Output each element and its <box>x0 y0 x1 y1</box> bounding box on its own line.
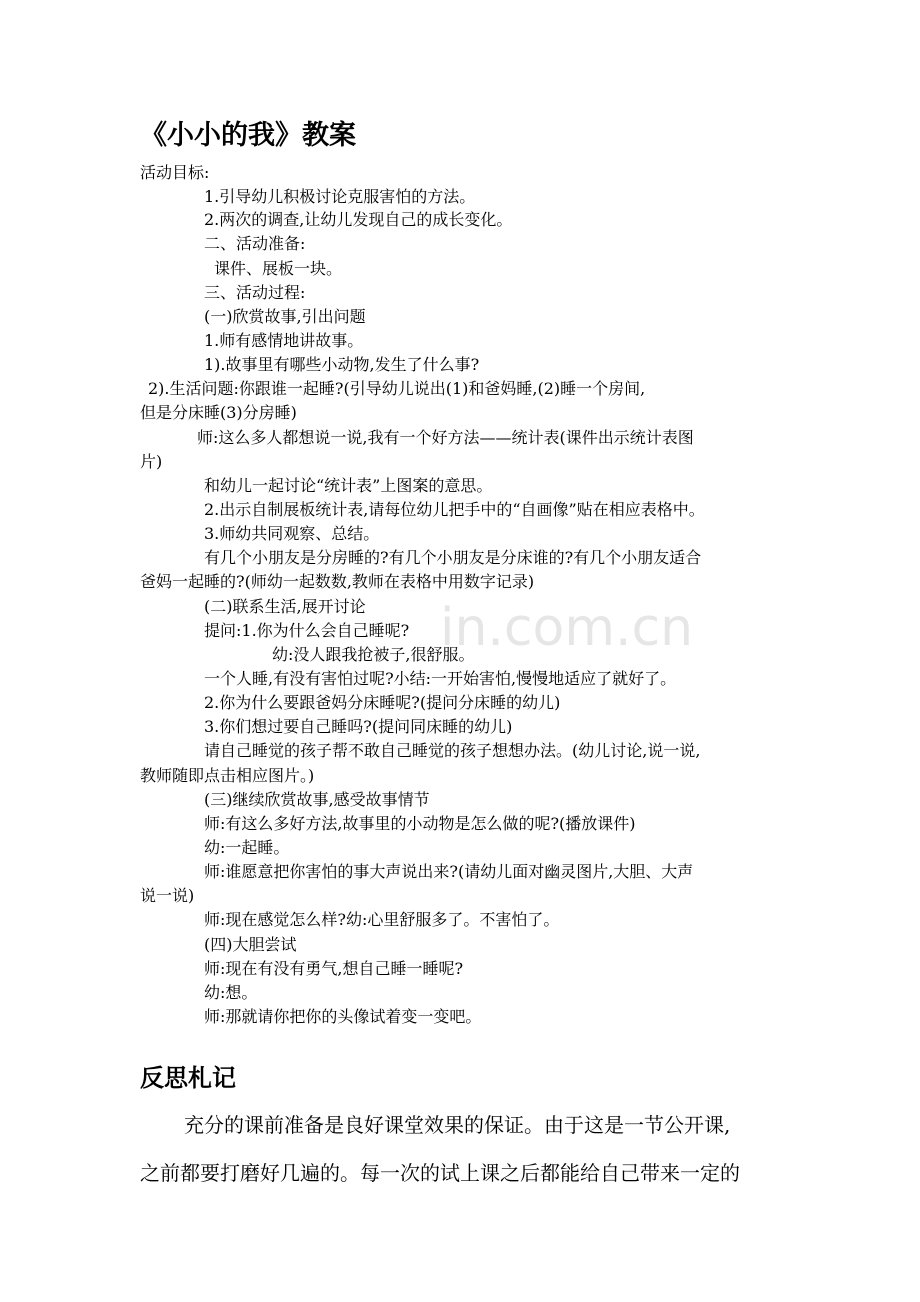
text-line: 1).故事里有哪些小动物,发生了什么事? <box>204 355 480 374</box>
text-line: 一个人睡,有没有害怕过呢?小结:一开始害怕,慢慢地适应了就好了。 <box>204 669 677 688</box>
text-line: 2.你为什么要跟爸妈分床睡呢?(提问分床睡的幼儿) <box>204 693 561 712</box>
text-line: 说一说) <box>140 886 195 905</box>
text-line: 1.师有感情地讲故事。 <box>204 331 364 350</box>
text-line: 幼:一起睡。 <box>204 838 290 857</box>
section-heading-reflection: 反思札记 <box>140 1064 236 1092</box>
text-line: 活动目标: <box>140 163 210 182</box>
text-line: 片) <box>140 452 163 471</box>
text-line: 3.师幼共同观察、总结。 <box>204 524 380 543</box>
text-line: 课件、展板一块。 <box>214 259 343 278</box>
text-line: 师:有这么多好方法,故事里的小动物是怎么做的呢?(播放课件) <box>204 814 636 833</box>
text-line: 2.两次的调查,让幼儿发现自己的成长变化。 <box>204 210 513 229</box>
text-line: 但是分床睡(3)分房睡) <box>140 403 297 422</box>
text-line: 师:现在感觉怎么样?幼:心里舒服多了。不害怕了。 <box>204 910 560 929</box>
text-line: 幼:没人跟我抢被子,很舒服。 <box>272 645 475 664</box>
paragraph-line: 之前都要打磨好几遍的。每一次的试上课之后都能给自己带来一定的 <box>140 1161 740 1185</box>
text-line: 有几个小朋友是分房睡的?有几个小朋友是分床谁的?有几个小朋友适合 <box>204 548 702 567</box>
text-line: 请自己睡觉的孩子帮不敢自己睡觉的孩子想想办法。(幼儿讨论,说一说, <box>204 741 701 760</box>
text-line: 师:那就请你把你的头像试着变一变吧。 <box>204 1007 482 1026</box>
text-line: 2).生活问题:你跟谁一起睡?(引导幼儿说出(1)和爸妈睡,(2)睡一个房间, <box>148 379 646 398</box>
text-line: 1.引导幼儿积极讨论克服害怕的方法。 <box>204 187 476 206</box>
page-title: 《小小的我》教案 <box>140 120 356 151</box>
text-line: 爸妈一起睡的?(师幼一起数数,教师在表格中用数字记录) <box>140 572 535 591</box>
watermark: in.com.cn <box>440 598 694 658</box>
text-line: 幼:想。 <box>204 983 258 1002</box>
text-line: 和幼儿一起讨论“统计表”上图案的意思。 <box>204 476 493 495</box>
text-line: 提问:1.你为什么会自己睡呢? <box>204 621 410 640</box>
paragraph-line: 充分的课前准备是良好课堂效果的保证。由于这是一节公开课, <box>184 1113 731 1137</box>
text-line: 3.你们想过要自己睡吗?(提问同床睡的幼儿) <box>204 717 513 736</box>
text-line: 师:这么多人都想说一说,我有一个好方法——统计表(课件出示统计表图 <box>197 428 694 447</box>
text-line: (二)联系生活,展开讨论 <box>204 597 366 616</box>
text-line: 2.出示自制展板统计表,请每位幼儿把手中的“自画像”贴在相应表格中。 <box>204 500 705 519</box>
text-line: (四)大胆尝试 <box>204 935 297 954</box>
text-line: (一)欣赏故事,引出问题 <box>204 307 366 326</box>
text-line: 师:谁愿意把你害怕的事大声说出来?(请幼儿面对幽灵图片,大胆、大声 <box>204 862 694 881</box>
text-line: 教师随即点击相应图片。) <box>140 766 315 785</box>
text-line: (三)继续欣赏故事,感受故事情节 <box>204 790 430 809</box>
text-line: 师:现在有没有勇气,想自己睡一睡呢? <box>204 959 464 978</box>
text-line: 三、活动过程: <box>204 283 306 302</box>
text-line: 二、活动准备: <box>204 234 306 253</box>
